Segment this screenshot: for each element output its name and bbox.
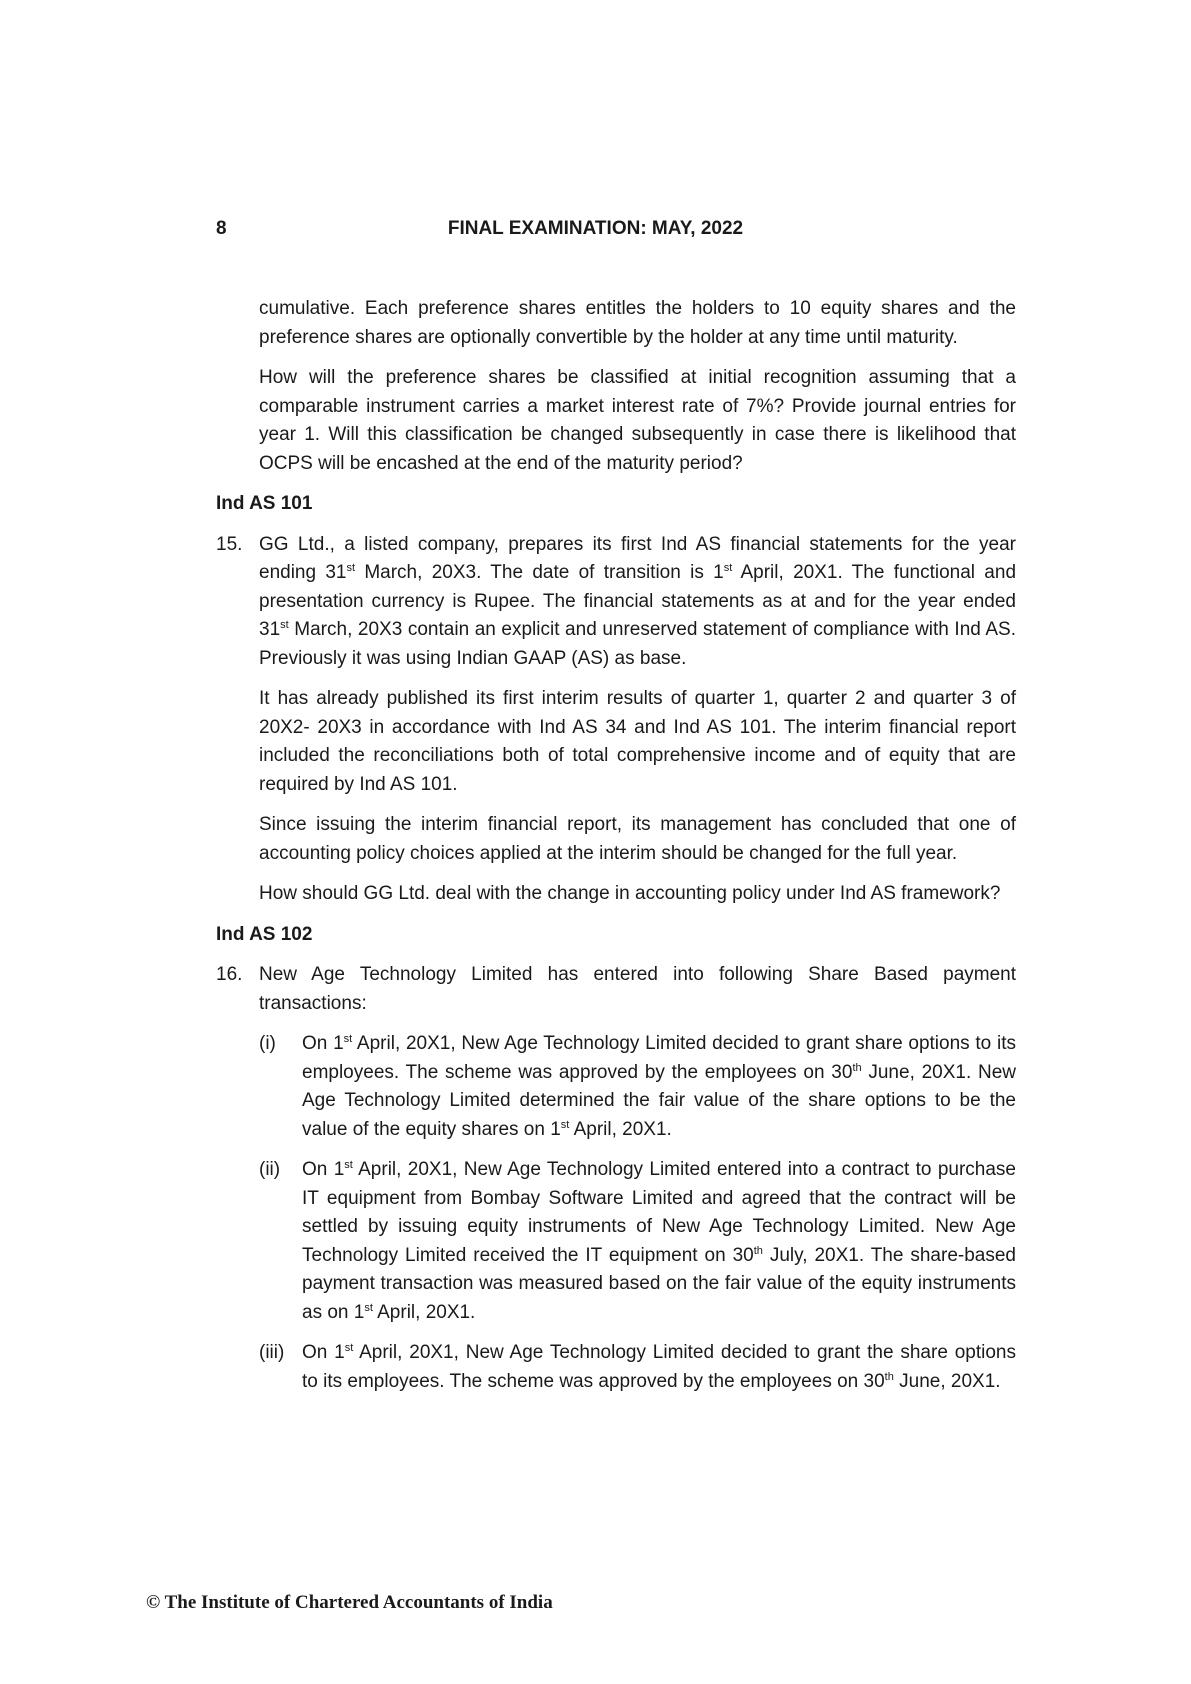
question-number: 16. [216,964,243,985]
question-15-paragraph-3: Since issuing the interim financial report, its management has concluded that one of accounting policy choices applied at the interim should be changed for the full year. [259,814,1016,864]
section-heading-ind-as-102: Ind AS 102 [216,923,313,945]
sub-item-ii-text: On 1st April, 20X1, New Age Technology Limited entered into a contract to purchase IT equipment from Bombay Software Limited and agreed that the contract will be settled by issuing equity instruments of New Age Technology Limited. New Age Technology Limited received the IT equipment on 30th July, 20X1. The share-based payment transaction was measured based on the fair value of the equity instruments as on 1st April, 20X1. [302,1159,1016,1323]
question-15-paragraph-2: It has already published its first interim results of quarter 1, quarter 2 and quarter 3 of 20X2- 20X3 in accordance with Ind AS 34 and Ind AS 101. The interim financial report included the reconciliations both of total comprehensive income and of equity that are required by Ind AS 101. [259,688,1016,795]
question-number: 15. [216,533,243,555]
sub-item-number: (iii) [259,1342,285,1363]
page-title: FINAL EXAMINATION: MAY, 2022 [447,218,744,239]
question-16 [216,961,1016,1018]
page-content [216,295,1016,1396]
intro-paragraph-1: cumulative. Each preference shares entitles the holders to 10 equity shares and the preference shares are optionally convertible by the holder at any time until maturity. [259,298,1016,348]
question-15-paragraph-4: How should GG Ltd. deal with the change in accounting policy under Ind AS framework? [259,883,1001,904]
question-15-paragraph-1: GG Ltd., a listed company, prepares its first Ind AS financial statements for the year ending 31st March, 20X3. The date of transition is 1st April, 20X1. The functional and presentation currency is Rupee. The financial statements as at and for the year ended 31st March, 20X3 contain an explicit and unreserved statement of compliance with Ind AS. Previously it was using Indian GAAP (AS) as base. [259,533,1017,669]
sub-item-iii [216,1339,1016,1396]
sub-item-iii-text: On 1st April, 20X1, New Age Technology Limited decided to grant the share options to its employees. The scheme was approved by the employees on 30th June, 20X1. [302,1342,1016,1392]
page-number: 8 [216,218,227,239]
question-15 [216,531,1016,674]
sub-item-number: (i) [259,1033,276,1054]
page-footer: © The Institute of Chartered Accountants of India [146,1592,553,1613]
section-heading-ind-as-101: Ind AS 101 [216,493,313,514]
sub-item-i-text: On 1st April, 20X1, New Age Technology Limited decided to grant share options to its employees. The scheme was approved by the employees on 30th June, 20X1. New Age Technology Limited determined the fair value of the share options to be the value of the equity shares on 1st April, 20X1. [302,1033,1016,1140]
sub-item-number: (ii) [259,1159,281,1180]
question-16-intro: New Age Technology Limited has entered into following Share Based payment transactions: [259,964,1016,1014]
intro-paragraph-2: How will the preference shares be classified at initial recognition assuming that a comparable instrument carries a market interest rate of 7%? Provide journal entries for year 1. Will this classification be changed subsequently in case there is likelihood that OCPS will be encashed at the end of the maturity period? [259,367,1016,474]
sub-item-ii [216,1156,1016,1327]
sub-item-i [216,1030,1016,1144]
